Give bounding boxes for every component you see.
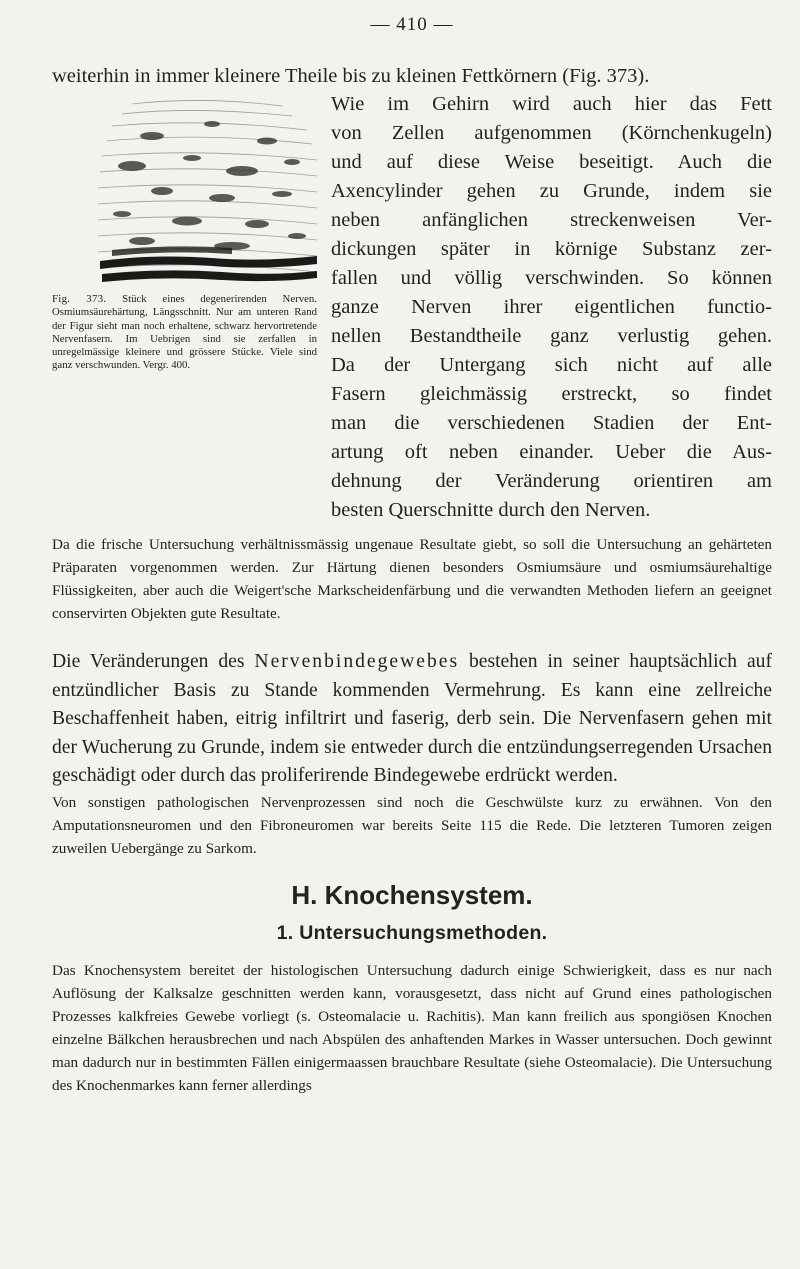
text-line: fallen und völlig verschwinden. So können <box>331 267 772 289</box>
text-line: nellen Bestandtheile ganz verlustig gehen. <box>331 325 772 347</box>
section-heading: H. Knochensystem. <box>291 880 533 910</box>
paragraph-tumors: Von sonstigen pathologischen Nervenprozessen sind noch die Geschwülste kurz zu erwähnen. Von den Amputationsneuromen und den Fibroneuromen war bereits Seite 115 die Rede. Die letzteren Tumoren zeigen zuweilen Uebergänge zu Sarkom. <box>52 794 772 857</box>
text-line: Fasern gleichmässig erstreckt, so findet <box>331 383 772 405</box>
paragraph-bone-system: Das Knochensystem bereitet der histologischen Untersuchung dadurch einige Schwierigkeit, dass es nur nach Auflösung der Kalksalze geschnitten werden kann, vorausgesetzt, dass nicht auf Grund eines pathologischen Prozesses kalkfreies Gewebe vorliegt (s. Osteomalacie u. Rachitis). Man kann freilich aus spongiösen Knochen einzelne Bälkchen herausbrechen und nach Abspülen des anhaftenden Markes in Wasser untersuchen. Doch gewinnt man dadurch nur in bestimmten Fällen einigermaassen brauchbare Resultate (siehe Osteomalacie). Die Untersuchung des Knochenmarkes kann ferner allerdings <box>52 962 772 1094</box>
paragraph-connective-tissue-rest: bestehen in seiner hauptsächlich auf entzündlicher Basis zu Stande kommenden Vermehrung. Es kann eine zellreiche Beschaffenheit haben, eitrig infiltrirt und faserig, derb sein. Die Nervenfasern gehen mit der Wucherung zu Grunde, indem sie entweder durch die entzündungserregenden Ursachen geschädigt oder durch das proliferirende Bindegewebe erdrückt werden. <box>52 651 772 786</box>
text-line: und auf diese Weise beseitigt. Auch die <box>331 151 772 173</box>
text-line: dickungen später in körnige Substanz zer- <box>331 238 772 260</box>
text-line: Da der Untergang sich nicht auf alle <box>331 354 772 376</box>
page-number: — 410 — <box>370 14 454 35</box>
paragraph-connective-tissue-start: Die Veränderungen des <box>52 651 245 672</box>
text-line: von Zellen aufgenommen (Körnchenkugeln) <box>331 122 772 144</box>
paragraph-connective-tissue <box>52 648 772 791</box>
emphasis-term: Nervenbindegewebes <box>254 651 460 672</box>
subsection-heading: 1. Untersuchungsmethoden. <box>276 922 548 944</box>
paragraph-hardening: Da die frische Untersuchung verhältnissmässig ungenaue Resultate giebt, so soll die Untersuchung an gehärteten Präparaten vorgenommen werden. Zur Härtung dienen besonders Osmiumsäure und osmiumsäurehaltige Flüssigkeiten, aber auch die Weigert'sche Markscheidenfärbung und die verwandten Methoden liefern an geeignet conservirten Objekten gute Resultate. <box>52 536 772 622</box>
first-line: weiterhin in immer kleinere Theile bis zu kleinen Fettkörnern (Fig. 373). <box>52 65 650 87</box>
text-line: ganze Nerven ihrer eigentlichen functio- <box>331 296 772 318</box>
right-column-text <box>331 90 772 525</box>
text-line: neben anfänglichen streckenweisen Ver- <box>331 209 772 231</box>
text-line: artung oft neben einander. Ueber die Aus- <box>331 441 772 463</box>
degenerating-nerve-illustration <box>92 96 322 286</box>
figure-caption-text: Stück eines degenerirenden Nerven. Osmiumsäurehärtung, Längsschnitt. Nur am unteren Rand der Figur sieht man noch erhaltene, schwarz hervortretende Nervenfasern. Im Uebrigen sind sie zerfallen in unregelmässige kleinere und grössere Stücke. Viele sind ganz verschwunden. Vergr. 400. <box>52 293 317 372</box>
page <box>52 0 772 1269</box>
text-line: man die verschiedenen Stadien der Ent- <box>331 412 772 434</box>
text-line: dehnung der Veränderung orientiren am <box>331 470 772 492</box>
text-line: Axencylinder gehen zu Grunde, indem sie <box>331 180 772 202</box>
text-line: besten Querschnitte durch den Nerven. <box>331 499 651 521</box>
text-line: Wie im Gehirn wird auch hier das Fett <box>331 93 772 115</box>
figure-373 <box>92 96 322 286</box>
figure-label: Fig. 373. <box>52 293 107 305</box>
figure-caption <box>52 293 317 373</box>
